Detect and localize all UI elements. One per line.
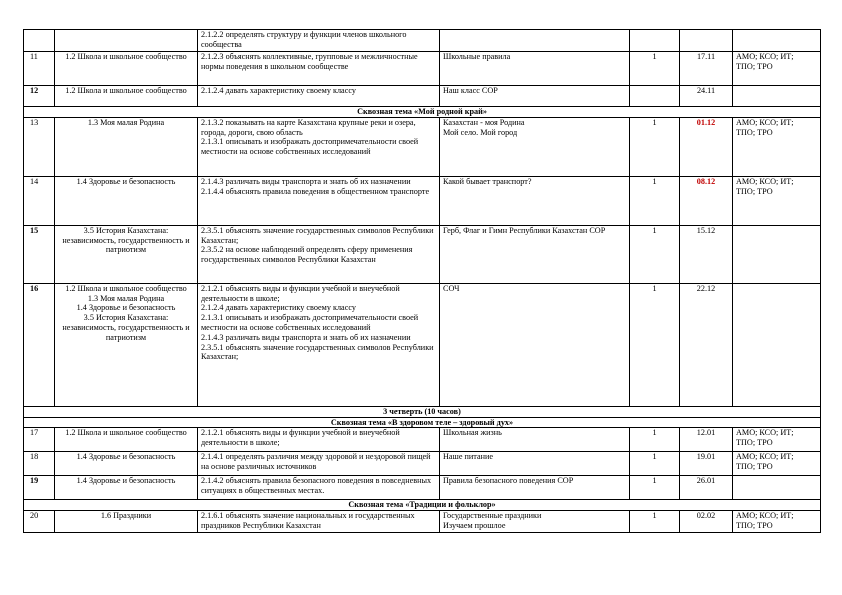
objective-text: 2.1.3.1 описывать и изображать достопримечательности своей местности на основе собственных исследований	[201, 313, 419, 332]
topic-cell	[440, 86, 630, 107]
table-row	[24, 283, 821, 406]
methods-cell	[733, 511, 821, 533]
hours-cell	[630, 86, 680, 107]
quarter-row-cell: 3 четверть (10 часов)	[24, 406, 821, 417]
objective-text: 2.1.6.1 объяснять значение национальных и государственных праздников Республики Казахстан	[201, 511, 415, 530]
topic-cell	[440, 225, 630, 283]
topic-cell	[440, 30, 630, 52]
topic-cell	[440, 428, 630, 452]
objectives-cell	[198, 428, 440, 452]
objective-text: 2.1.2.3 объяснять коллективные, групповые и межличностные нормы поведения в школьном сообществе	[201, 52, 418, 71]
section-cell	[55, 283, 198, 406]
section-cell	[55, 511, 198, 533]
methods-text: АМО; КСО; ИТ;	[736, 176, 794, 186]
section-text: 1.3 Моя малая Родина	[87, 117, 165, 127]
section-text: 1.4 Здоровье и безопасность	[76, 176, 176, 186]
hours-cell: 1	[630, 117, 680, 176]
section-text: 1.4 Здоровье и безопасность	[76, 476, 176, 486]
section-text: 1.4 Здоровье и безопасность	[76, 452, 176, 462]
lesson-number: 11	[24, 52, 55, 86]
methods-cell	[733, 52, 821, 86]
objectives-cell	[198, 176, 440, 225]
topic-cell	[440, 511, 630, 533]
topic-text: Школьные правила	[443, 52, 511, 61]
topic-cell	[440, 452, 630, 476]
methods-text: ТПО; ТРО	[736, 520, 773, 530]
objective-text: 2.1.2.1 объяснять виды и функции учебной и внеучебной деятельности в школе;	[201, 283, 400, 303]
objective-text: 2.1.2.4 давать характеристику своему классу	[201, 303, 356, 313]
objectives-cell	[198, 30, 440, 52]
section-cell	[55, 225, 198, 283]
objectives-cell	[198, 452, 440, 476]
methods-cell	[733, 225, 821, 283]
table-row	[24, 52, 821, 86]
methods-text: АМО; КСО; ИТ;	[736, 511, 794, 521]
lesson-plan-table	[23, 29, 821, 533]
methods-text: ТПО; ТРО	[736, 61, 773, 71]
objectives-cell	[198, 476, 440, 500]
methods-text: ТПО; ТРО	[736, 438, 773, 448]
objective-text: 2.1.3.1 описывать и изображать достопримечательности своей местности на основе собственных исследований	[201, 137, 419, 157]
table-row	[24, 225, 821, 283]
section-cell	[55, 428, 198, 452]
topic-text: Герб, Флаг и Гимн Республики Казахстан СОР	[443, 225, 606, 235]
lesson-number: 14	[24, 176, 55, 225]
topic-cell	[440, 476, 630, 500]
theme-row	[24, 417, 821, 428]
hours-cell: 1	[630, 283, 680, 406]
lesson-number: 15	[24, 225, 55, 283]
objective-text: 2.1.4.3 различать виды транспорта и знать об их назначении	[201, 332, 411, 342]
section-text: 1.4 Здоровье и безопасность	[76, 303, 176, 313]
section-text: 3.5 История Казахстана: независимость, государственность и патриотизм	[62, 225, 190, 255]
section-text: 1.2 Школа и школьное сообщество	[65, 428, 187, 438]
theme-row-cell: Сквозная тема «Мой родной край»	[24, 107, 821, 118]
table-row	[24, 511, 821, 533]
date-cell	[680, 30, 733, 52]
section-cell	[55, 30, 198, 52]
hours-cell: 1	[630, 176, 680, 225]
date-cell: 26.01	[680, 476, 733, 500]
section-cell	[55, 176, 198, 225]
quarter-row	[24, 406, 821, 417]
topic-text: Изучаем прошлое	[443, 520, 506, 530]
topic-text: Наш класс СОР	[443, 86, 498, 95]
lesson-number: 20	[24, 511, 55, 533]
lesson-number: 17	[24, 428, 55, 452]
hours-cell: 1	[630, 52, 680, 86]
methods-text: АМО; КСО; ИТ;	[736, 452, 794, 462]
objective-text: 2.3.5.2 на основе наблюдений определять сферу применения государственных символов Республики Казахстан	[201, 245, 413, 265]
topic-text: Правила безопасного поведения СОР	[443, 476, 574, 486]
section-text: 1.2 Школа и школьное сообщество	[65, 52, 187, 61]
date-cell: 15.12	[680, 225, 733, 283]
topic-text: Какой бывает транспорт?	[443, 176, 532, 186]
objective-text: 2.1.2.4 давать характеристику своему классу	[201, 86, 356, 95]
objective-text: 2.1.4.1 определять различия между здоровой и нездоровой пищей на основе различных источников	[201, 452, 431, 472]
table-row	[24, 176, 821, 225]
methods-cell	[733, 452, 821, 476]
topic-cell	[440, 283, 630, 406]
date-cell: 12.01	[680, 428, 733, 452]
date-cell: 17.11	[680, 52, 733, 86]
theme-row-cell: Сквозная тема «В здоровом теле – здоровый дух»	[24, 417, 821, 428]
methods-cell	[733, 117, 821, 176]
section-text: 1.6 Праздники	[100, 511, 152, 521]
lesson-number: 13	[24, 117, 55, 176]
hours-cell: 1	[630, 225, 680, 283]
lesson-number: 16	[24, 283, 55, 406]
lesson-number: 19	[24, 476, 55, 500]
section-cell	[55, 476, 198, 500]
objective-text: 2.1.2.1 объяснять виды и функции учебной и внеучебной деятельности в школе;	[201, 428, 400, 448]
hours-cell: 1	[630, 452, 680, 476]
date-cell: 24.11	[680, 86, 733, 107]
objective-text: 2.1.2.2 определять структуру и функции членов школьного сообщества	[201, 30, 407, 49]
section-cell	[55, 452, 198, 476]
date-cell: 22.12	[680, 283, 733, 406]
objective-text: 2.3.5.1 объяснять значение государственных символов Республики Казахстан;	[201, 225, 434, 245]
methods-cell	[733, 30, 821, 52]
lesson-number	[24, 30, 55, 52]
objective-text: 2.1.4.2 объяснять правила безопасного поведения в повседневных ситуациях в общественных местах.	[201, 476, 432, 496]
hours-cell: 1	[630, 511, 680, 533]
section-text: 3.5 История Казахстана: независимость, государственность и патриотизм	[62, 313, 190, 342]
methods-text: АМО; КСО; ИТ;	[736, 117, 794, 127]
methods-text: АМО; КСО; ИТ;	[736, 428, 794, 438]
objectives-cell	[198, 86, 440, 107]
methods-cell	[733, 428, 821, 452]
methods-cell	[733, 86, 821, 107]
topic-text: Наше питание	[443, 452, 494, 462]
date-cell: 08.12	[680, 176, 733, 225]
methods-cell	[733, 283, 821, 406]
objectives-cell	[198, 283, 440, 406]
hours-cell	[630, 30, 680, 52]
theme-row-cell: Сквозная тема «Традиции и фольклор»	[24, 500, 821, 511]
section-text: 1.3 Моя малая Родина	[87, 293, 165, 303]
lesson-number: 12	[24, 86, 55, 107]
topic-cell	[440, 52, 630, 86]
table-body	[24, 30, 821, 533]
lesson-number: 18	[24, 452, 55, 476]
topic-text: СОЧ	[443, 283, 460, 293]
objective-text: 2.1.4.3 различать виды транспорта и знать об их назначении	[201, 176, 411, 186]
theme-row	[24, 107, 821, 118]
topic-text: Государственные праздники	[443, 511, 542, 521]
theme-row	[24, 500, 821, 511]
methods-text: ТПО; ТРО	[736, 127, 773, 137]
section-cell	[55, 52, 198, 86]
section-cell	[55, 117, 198, 176]
objective-text: 2.3.5.1 объяснять значение государственных символов Республики Казахстан;	[201, 342, 434, 362]
table-row	[24, 86, 821, 107]
lesson-plan-document	[23, 29, 820, 533]
objectives-cell	[198, 117, 440, 176]
methods-text: АМО; КСО; ИТ;	[736, 52, 794, 61]
methods-cell	[733, 476, 821, 500]
objectives-cell	[198, 225, 440, 283]
objective-text: 2.1.3.2 показывать на карте Казахстана крупные реки и озера, города, дороги, свою область	[201, 117, 416, 137]
objective-text: 2.1.4.4 объяснять правила поведения в общественном транспорте	[201, 186, 430, 196]
table-row	[24, 428, 821, 452]
date-cell: 19.01	[680, 452, 733, 476]
hours-cell: 1	[630, 428, 680, 452]
objectives-cell	[198, 52, 440, 86]
table-row	[24, 476, 821, 500]
section-text: 1.2 Школа и школьное сообщество	[65, 283, 187, 293]
table-row	[24, 452, 821, 476]
table-row	[24, 30, 821, 52]
topic-cell	[440, 117, 630, 176]
methods-text: ТПО; ТРО	[736, 462, 773, 472]
topic-cell	[440, 176, 630, 225]
topic-text: Школьная жизнь	[443, 428, 502, 438]
topic-text: Казахстан - моя Родина	[443, 117, 525, 127]
date-cell: 02.02	[680, 511, 733, 533]
section-text: 1.2 Школа и школьное сообщество	[65, 86, 187, 95]
methods-text: ТПО; ТРО	[736, 186, 773, 196]
hours-cell: 1	[630, 476, 680, 500]
topic-text: Мой село. Мой город	[443, 127, 518, 137]
table-row	[24, 117, 821, 176]
objectives-cell	[198, 511, 440, 533]
section-cell	[55, 86, 198, 107]
methods-cell	[733, 176, 821, 225]
date-cell: 01.12	[680, 117, 733, 176]
